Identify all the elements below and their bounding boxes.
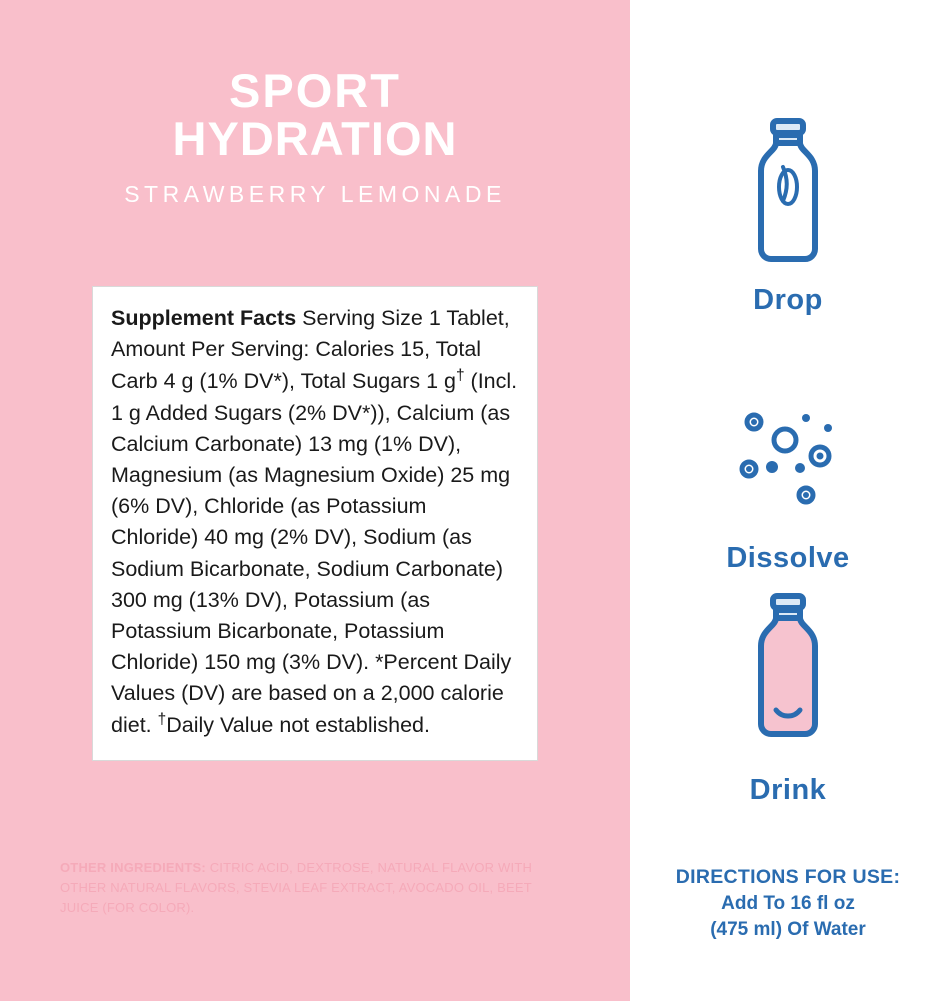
step-label-drop: Drop — [753, 284, 823, 316]
directions-title: DIRECTIONS FOR USE: — [675, 866, 901, 888]
bottle-empty-icon — [630, 110, 946, 270]
step-label-dissolve: Dissolve — [726, 542, 850, 574]
directions-line-1: Add To 16 fl oz — [721, 893, 855, 914]
brand-block — [0, 0, 630, 208]
right-panel — [630, 0, 946, 1001]
step-drop — [630, 110, 946, 317]
bubbles-icon — [630, 368, 946, 528]
supplement-facts-heading: Supplement Facts — [111, 306, 297, 330]
bottle-filled-icon — [630, 600, 946, 760]
directions-line-2: (475 ml) Of Water — [710, 919, 866, 940]
step-dissolve — [630, 368, 946, 575]
flavor-subtitle: STRAWBERRY LEMONADE — [124, 181, 506, 208]
supplement-facts-text: Supplement Facts Serving Size 1 Tablet, Amount Per Serving: Calories 15, Total Carb 4 g (1% DV*), Total Sugars 1 g† (Incl. 1 g Added Sugars (2% DV*)), Calcium (as Calcium Carbonate) 13 mg (1% DV), Magnesium (as Magnesium Oxide) 25 mg (6% DV), Chloride (as Potassium Chloride) 40 mg (2% DV), Sodium (as Sodium Bicarbonate, Sodium Carbonate) 300 mg (13% DV), Potassium (as Potassium Bicarbonate, Potassium Chloride) 150 mg (3% DV). *Percent Daily Values (DV) are based on a 2,000 calorie diet. †Daily Value not established. — [111, 306, 518, 738]
step-drink — [630, 600, 946, 807]
supplement-facts-box — [92, 286, 538, 761]
other-ingredients-text: CITRIC ACID, DEXTROSE, NATURAL FLAVOR WITH OTHER NATURAL FLAVORS, STEVIA LEAF EXTRACT, AVOCADO OIL, BEET JUICE (FOR COLOR). — [60, 860, 533, 916]
directions-for-use — [630, 866, 946, 941]
other-ingredients — [60, 858, 560, 918]
brand-title-line2: HYDRATION — [172, 112, 458, 166]
brand-title-line1: SPORT — [229, 64, 401, 117]
other-ingredients-label: OTHER INGREDIENTS: — [60, 860, 206, 875]
step-label-drink: Drink — [749, 774, 827, 806]
